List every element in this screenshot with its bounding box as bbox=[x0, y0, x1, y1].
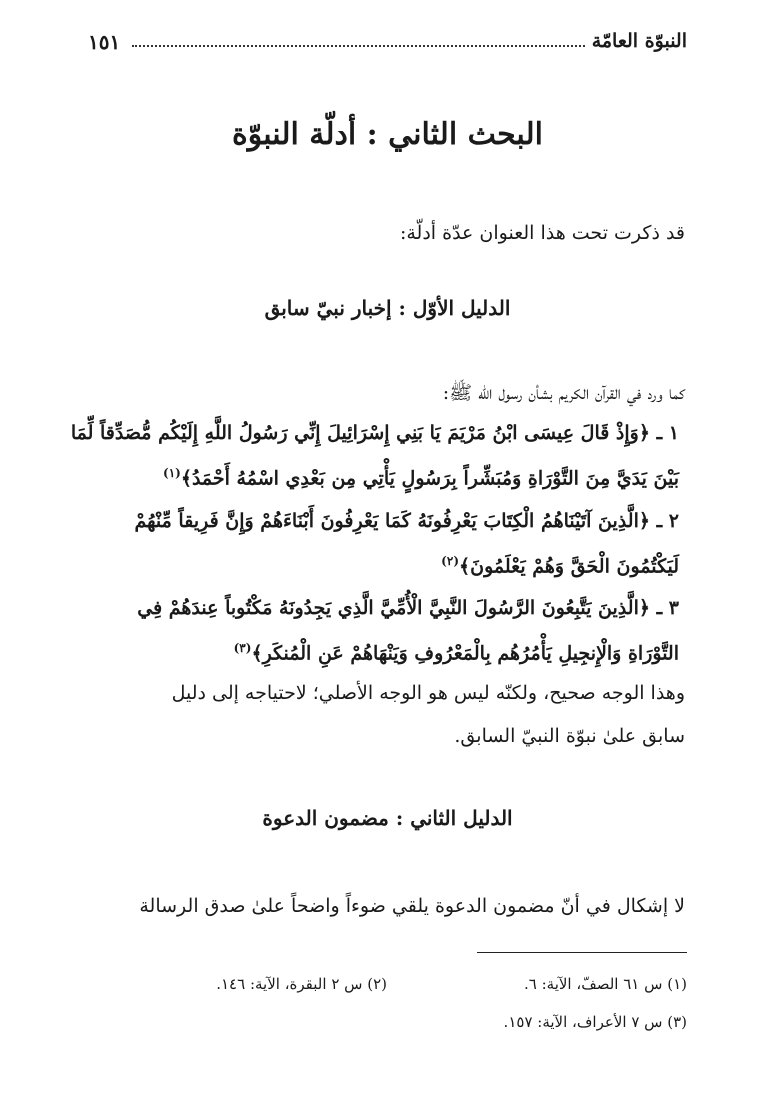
intro-text: قد ذكرت تحت هذا العنوان عدّة أدلّة: bbox=[399, 222, 685, 244]
footnote-ref-3[interactable]: (٣) bbox=[233, 641, 252, 655]
footnote-ref-1[interactable]: (١) bbox=[163, 466, 181, 480]
verse-3-text: التَّوْرَاةِ وَالْإِنجِيلِ يَأْمُرُهُم بِالْمَعْرُوفِ وَيَنْهَاهُمْ عَنِ الْمُنكَرِ﴾ bbox=[251, 642, 679, 665]
verse-3-line1: ٣ ـ ﴿الَّذِينَ يَتَّبِعُونَ الرَّسُولَ النَّبِيَّ الْأُمِّيَّ الَّذِي يَجِدُونَهُ مَكْتُوباً عِندَهُمْ فِي bbox=[137, 597, 679, 619]
comment-line1: وهذا الوجه صحيح، ولكنّه ليس هو الوجه الأصلي؛ لاحتياجه إلى دليل bbox=[171, 682, 685, 704]
verse-2-line2 bbox=[88, 541, 679, 586]
comment-line2: سابق علىٰ نبوّة النبيّ السابق. bbox=[454, 725, 685, 747]
footnote-1: (١) س ٦١ الصفّ، الآية: ٦. bbox=[523, 975, 687, 993]
verse-1-text: بَيْنَ يَدَيَّ مِنَ التَّوْرَاةِ وَمُبَشِّراً بِرَسُولٍ يَأْتِي مِن بَعْدِي اسْمُهُ أَحْمَدُ﴾ bbox=[180, 467, 679, 490]
section1-lead: كما ورد في القرآن الكريم بشأن رسول الله ﷺ: bbox=[442, 382, 685, 404]
section1-heading: الدليل الأوّل : إخبار نبيّ سابق bbox=[264, 296, 511, 320]
footnote-rule bbox=[477, 952, 687, 953]
footnote-3: (٣) س ٧ الأعراف، الآية: ١٥٧. bbox=[503, 1013, 687, 1031]
verse-1-line1: ١ ـ ﴿وَإِذْ قَالَ عِيسَى ابْنُ مَرْيَمَ يَا بَنِي إِسْرَائِيلَ إِنِّي رَسُولُ اللَّهِ إِلَيْكُم مُّصَدِّقاً لِّمَا bbox=[70, 422, 679, 444]
section2-text: لا إشكال في أنّ مضمون الدعوة يلقي ضوءاً واضحاً علىٰ صدق الرسالة bbox=[139, 895, 685, 917]
verse-2-text: لَيَكْتُمُونَ الْحَقَّ وَهُمْ يَعْلَمُونَ﴾ bbox=[459, 555, 679, 578]
verse-1-line2 bbox=[88, 453, 679, 498]
section2-heading: الدليل الثاني : مضمون الدعوة bbox=[262, 806, 513, 830]
chapter-title: البحث الثاني : أدلّة النبوّة bbox=[232, 117, 543, 152]
page-number: ١٥١ bbox=[88, 30, 121, 54]
verse-3-line2 bbox=[88, 628, 679, 673]
footnote-ref-2[interactable]: (٢) bbox=[441, 554, 459, 568]
verse-2-line1: ٢ ـ ﴿الَّذِينَ آتَيْنَاهُمُ الْكِتَابَ يَعْرِفُونَهُ كَمَا يَعْرِفُونَ أَبْنَاءَهُمْ وَإِنَّ فَرِيقاً مِّنْهُمْ bbox=[134, 510, 679, 532]
running-title: النبوّة العامّة bbox=[591, 30, 687, 52]
footnote-2: (٢) س ٢ البقرة، الآية: ١٤٦. bbox=[216, 975, 387, 993]
dot-leader bbox=[132, 45, 585, 47]
